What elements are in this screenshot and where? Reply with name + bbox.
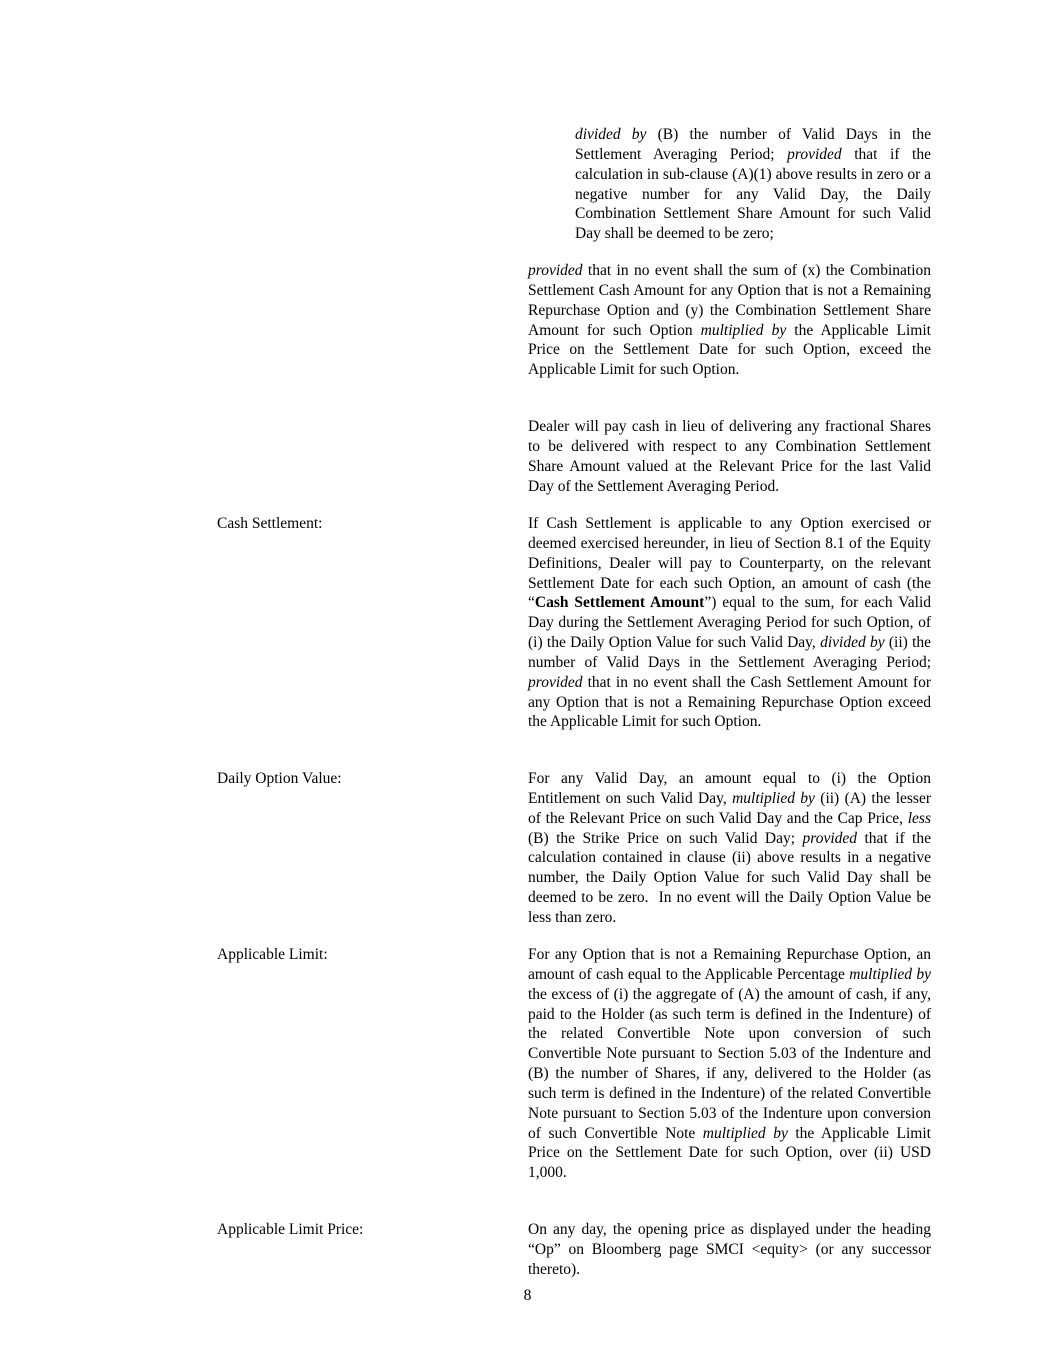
term-applicable-limit: Applicable Limit: [217,946,328,963]
page-number: 8 [523,1287,532,1304]
term-applicable-limit-price: Applicable Limit Price: [217,1221,364,1238]
definition-applicable-limit: For any Option that is not a Remaining Repurchase Option, an amount of cash equal to the Applicable Percentage multiplied by the excess of (i) the aggregate of (A) the amount of cash, if any, paid to the Holder (as such term is defined in the Indenture) of the related Convertible Note upon conversion of such Convertible Note pursuant to Section 5.03 of the Indenture and (B) the number of Shares, if any, delivered to the Holder (as such term is defined in the Indenture) of the related Convertible Note pursuant to Section 5.03 of the Indenture upon conversion of such Convertible Note multiplied by the Applicable Limit Price on the Settlement Date for such Option, over (ii) USD 1,000. [528,946,931,1182]
term-daily-option-value: Daily Option Value: [217,770,342,787]
continuation-paragraph-3: Dealer will pay cash in lieu of delivering any fractional Shares to be delivered with respect to any Combination Settlement Share Amount valued at the Relevant Price for the last Valid Day of the Settlement Averaging Period. [528,418,931,495]
continuation-paragraph-1: divided by (B) the number of Valid Days in the Settlement Averaging Period; provided that if the calculation in sub-clause (A)(1) above results in zero or a negative number for any Valid Day, the Daily Combination Settlement Share Amount for such Valid Day shall be deemed to be zero; [575,126,931,243]
continuation-paragraph-2: provided that in no event shall the sum of (x) the Combination Settlement Cash Amount for any Option that is not a Remaining Repurchase Option and (y) the Combination Settlement Share Amount for such Option multiplied by the Applicable Limit Price on the Settlement Date for such Option, exceed the Applicable Limit for such Option. [528,262,931,379]
term-cash-settlement: Cash Settlement: [217,515,323,532]
definition-cash-settlement: If Cash Settlement is applicable to any Option exercised or deemed exercised hereunder, in lieu of Section 8.1 of the Equity Definitions, Dealer will pay to Counterparty, on the relevant Settlement Date for each such Option, an amount of cash (the “Cash Settlement Amount”) equal to the sum, for each Valid Day during the Settlement Averaging Period for such Option, of (i) the Daily Option Value for such Valid Day, divided by (ii) the number of Valid Days in the Settlement Averaging Period; provided that in no event shall the Cash Settlement Amount for any Option that is not a Remaining Repurchase Option exceed the Applicable Limit for such Option. [528,515,932,731]
definition-daily-option-value: For any Valid Day, an amount equal to (i) the Option Entitlement on such Valid Day, multiplied by (ii) (A) the lesser of the Relevant Price on such Valid Day and the Cap Price, less (B) the Strike Price on such Valid Day; provided that if the calculation contained in clause (ii) above results in a negative number, the Daily Option Value for such Valid Day shall be deemed to be zero. In no event will the Daily Option Value be less than zero. [528,770,931,926]
definition-applicable-limit-price: On any day, the opening price as displayed under the heading “Op” on Bloomberg page SMCI <equity> (or any successor thereto). [528,1221,931,1278]
